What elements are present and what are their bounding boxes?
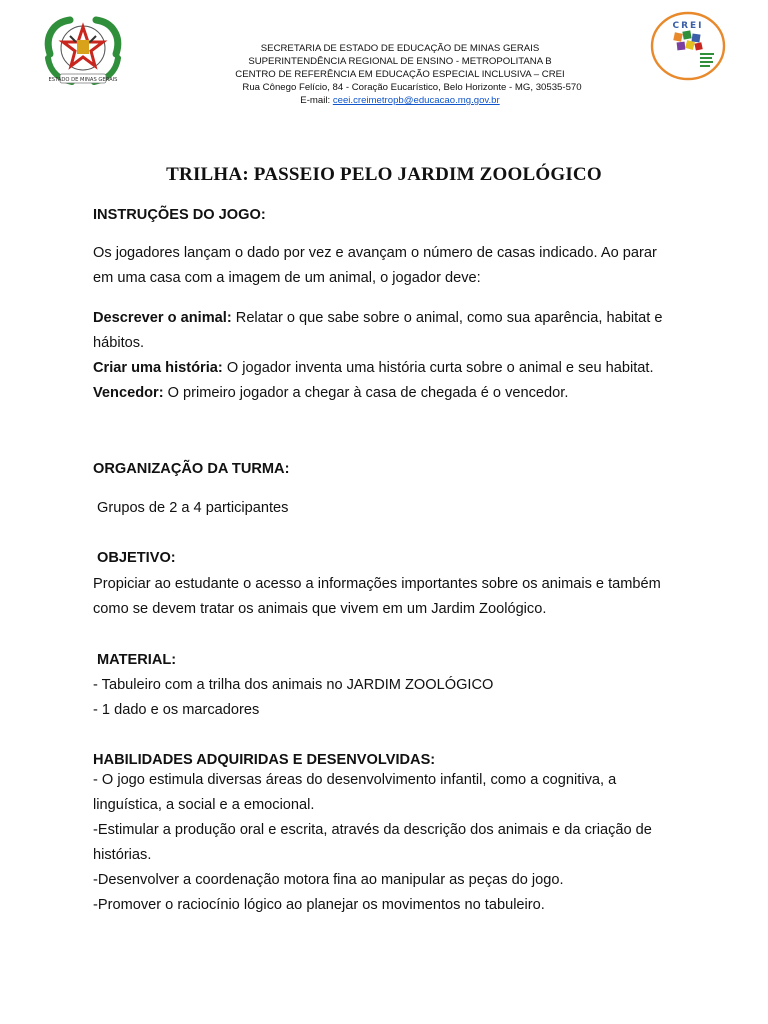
- document-title: TRILHA: PASSEIO PELO JARDIM ZOOLÓGICO: [166, 164, 602, 185]
- organization-text: Grupos de 2 a 4 participantes: [97, 500, 289, 516]
- letterhead: [180, 42, 620, 107]
- rule-describe-label: Descrever o animal:: [93, 310, 232, 326]
- organization-body: [97, 496, 680, 521]
- objective-body: [93, 572, 676, 622]
- rule-describe: [93, 306, 676, 356]
- material-item: - 1 dado e os marcadores: [93, 702, 260, 718]
- skills-item: -Estimular a produção oral e escrita, através da descrição dos animais e da criação de histórias.: [93, 822, 652, 863]
- header-line-address: Rua Cônego Felício, 84 - Coração Eucarístico, Belo Horizonte - MG, 30535-570: [242, 82, 582, 93]
- header-line-centro: CENTRO DE REFERÊNCIA EM EDUCAÇÃO ESPECIAL INCLUSIVA – CREI: [235, 69, 565, 80]
- instructions-intro-text: Os jogadores lançam o dado por vez e avançam o número de casas indicado. Ao parar em uma casa com a imagem de um animal, o jogador deve:: [93, 245, 657, 286]
- rule-winner-label: Vencedor:: [93, 385, 164, 401]
- minas-gerais-seal-logo: [40, 14, 126, 92]
- organization-section: [93, 457, 676, 482]
- header-line-email: [180, 94, 620, 107]
- email-label: E-mail:: [300, 95, 331, 106]
- skills-item: -Desenvolver a coordenação motora fina ao manipular as peças do jogo.: [93, 872, 564, 888]
- header-line-secretaria: SECRETARIA DE ESTADO DE EDUCAÇÃO DE MINAS GERAIS: [260, 43, 540, 54]
- material-list: [93, 673, 676, 723]
- objective-heading: OBJETIVO:: [97, 550, 176, 566]
- rule-describe-text: Relatar o que sabe sobre o animal, como sua aparência, habitat e hábitos.: [93, 310, 663, 351]
- rule-story-label: Criar uma história:: [93, 360, 223, 376]
- rule-winner-text: O primeiro jogador a chegar à casa de chegada é o vencedor.: [163, 385, 569, 401]
- material-item: - Tabuleiro com a trilha dos animais no JARDIM ZOOLÓGICO: [93, 677, 494, 693]
- organization-heading: ORGANIZAÇÃO DA TURMA:: [93, 461, 290, 477]
- skills-heading: HABILIDADES ADQUIRIDAS E DESENVOLVIDAS:: [93, 752, 436, 768]
- email-link[interactable]: ceei.creimetropb@educacao.mg.gov.br: [332, 95, 500, 106]
- crei-logo: [650, 11, 726, 81]
- seal-lettering: ESTADO DE MINAS GERAIS: [48, 77, 118, 83]
- instructions-section: [93, 203, 676, 228]
- rule-story-text: O jogador inventa uma história curta sobre o animal e seu habitat.: [222, 360, 654, 376]
- rule-winner: [93, 381, 676, 406]
- objective-text: Propiciar ao estudante o acesso a informações importantes sobre os animais e também como se devem tratar os animais que vivem em um Jardim Zoológico.: [93, 576, 661, 617]
- rule-story: [93, 356, 676, 381]
- rules-list: [93, 306, 676, 406]
- instructions-intro: [93, 241, 676, 291]
- skills-item: - O jogo estimula diversas áreas do desenvolvimento infantil, como a cognitiva, a linguística, a social e a emocional.: [93, 772, 617, 813]
- objective-heading-block: [97, 546, 680, 571]
- crei-lettering: CREI: [672, 21, 704, 31]
- skills-list: [93, 768, 676, 918]
- instructions-heading: INSTRUÇÕES DO JOGO:: [93, 207, 266, 223]
- header-line-superintendencia: SUPERINTENDÊNCIA REGIONAL DE ENSINO - METROPOLITANA B: [248, 56, 552, 67]
- material-heading-block: [97, 648, 680, 673]
- skills-item: -Promover o raciocínio lógico ao planejar os movimentos no tabuleiro.: [93, 897, 545, 913]
- material-heading: MATERIAL:: [97, 652, 177, 668]
